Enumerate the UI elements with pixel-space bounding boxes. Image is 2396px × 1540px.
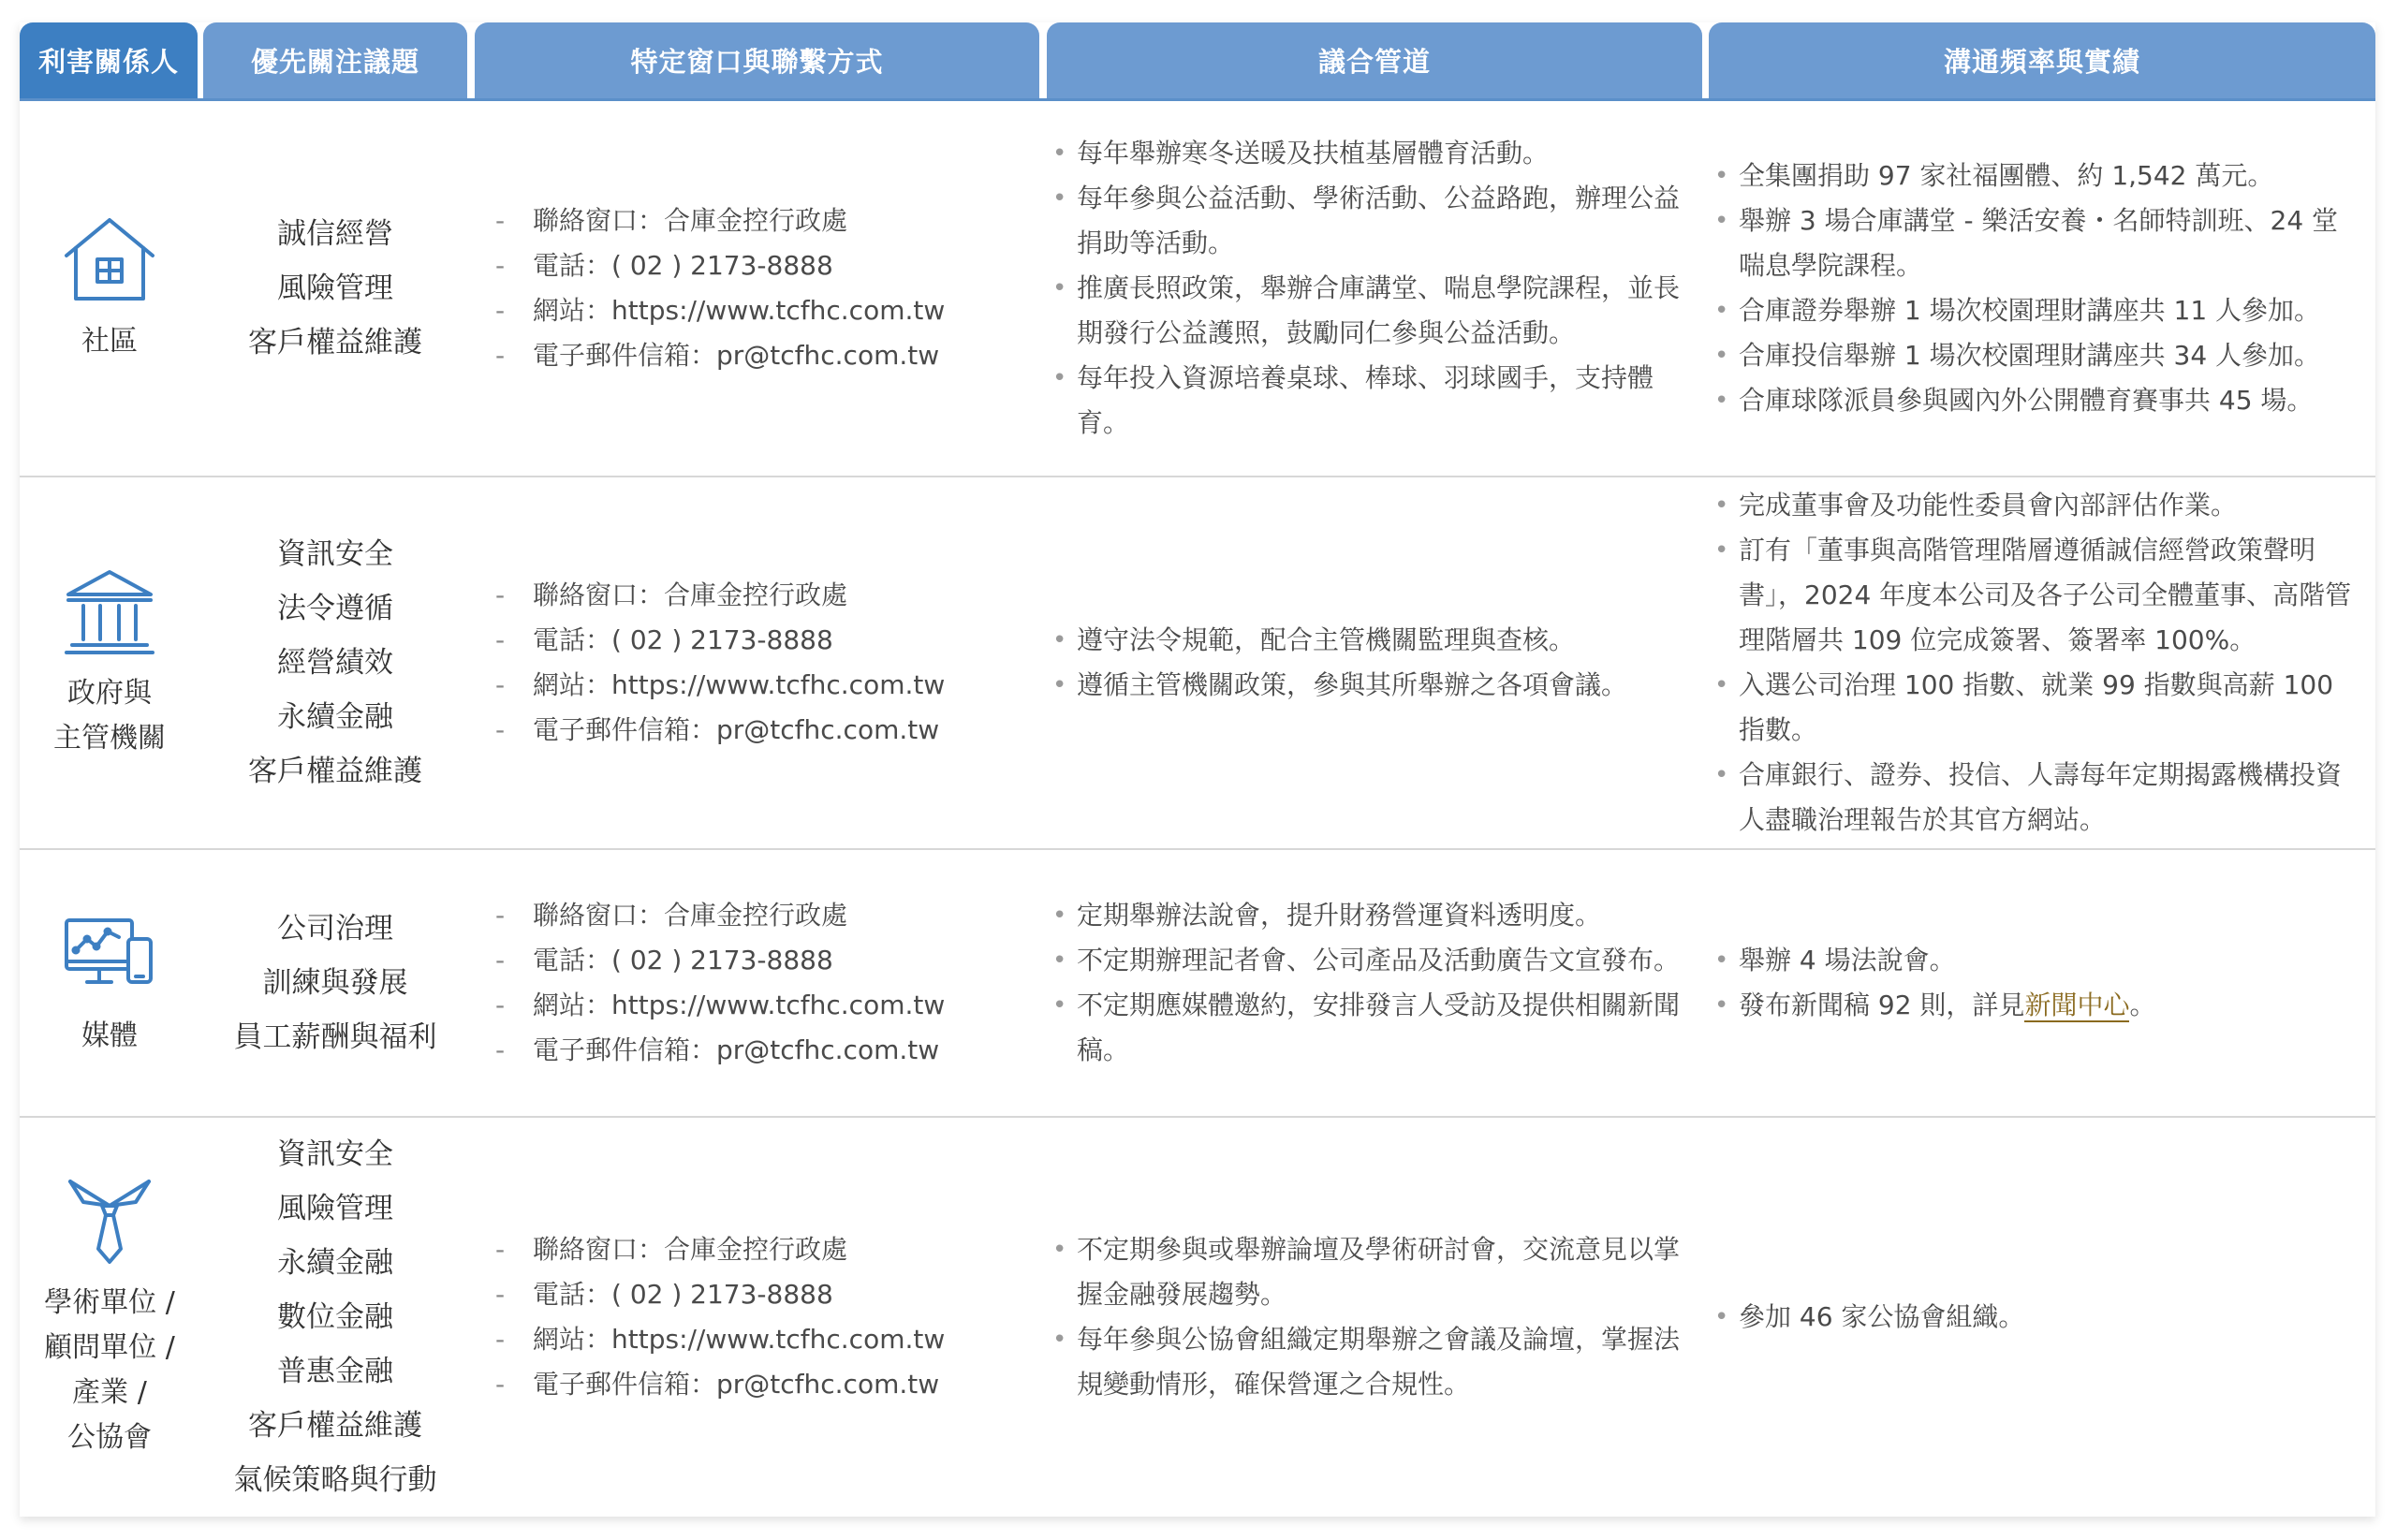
stakeholder-name: 政府與: [67, 677, 152, 710]
header-stakeholder: 利害關係人: [20, 22, 198, 98]
government-building-icon: [63, 565, 156, 658]
list-item: • 不定期應媒體邀約，安排發言人受訪及提供相關新聞稿。: [1052, 983, 1692, 1073]
topic-item: 經營績效: [277, 646, 393, 680]
stakeholder-name: 顧問單位 /: [44, 1331, 175, 1364]
channels-cell: [1043, 1118, 1705, 1517]
list-item: • 訂有「董事與高階管理階層遵循誠信經營政策聲明書」，2024 年度本公司及各子公司全體董事、高階管理階層共 109 位完成簽署、簽署率 100%。: [1714, 528, 2362, 663]
stakeholder-cell: [20, 101, 199, 476]
necktie-icon: [63, 1174, 156, 1268]
list-item: • 合庫球隊派員參與國內外公開體育賽事共 45 場。: [1714, 378, 2362, 423]
contact-cell: [471, 850, 1043, 1116]
list-item: • 合庫證券舉辦 1 場次校園理財講座共 11 人參加。: [1714, 288, 2362, 333]
contact-email: - 電子郵件信箱：pr@tcfhc.com.tw: [495, 708, 1043, 753]
channels-cell: [1043, 477, 1705, 848]
contact-cell: [471, 477, 1043, 848]
list-item: • 每年參與公益活動、學術活動、公益路跑，辦理公益捐助等活動。: [1052, 176, 1692, 266]
contact-window: - 聯絡窗口：合庫金控行政處: [495, 1227, 1043, 1272]
list-item: • 不定期辦理記者會、公司產品及活動廣告文宣發布。: [1052, 938, 1692, 983]
topic-item: 員工薪酬與福利: [233, 1020, 437, 1054]
frequency-cell: [1705, 850, 2375, 1116]
news-text-prefix: 發布新聞稿 92 則，詳見: [1739, 990, 2025, 1020]
topic-item: 普惠金融: [277, 1355, 393, 1388]
contact-email: - 電子郵件信箱：pr@tcfhc.com.tw: [495, 1362, 1043, 1407]
header-topics: 優先關注議題: [203, 22, 467, 98]
topic-item: 數位金融: [277, 1300, 393, 1334]
topic-item: 誠信經營: [277, 217, 393, 251]
list-item: • 每年參與公協會組織定期舉辦之會議及論壇，掌握法規變動情形，確保營運之合規性。: [1052, 1317, 1692, 1407]
stakeholder-cell: [20, 477, 199, 848]
contact-website: - 網站：https://www.tcfhc.com.tw: [495, 663, 1043, 708]
frequency-cell: [1705, 477, 2375, 848]
stakeholder-name: 主管機關: [53, 722, 166, 755]
stakeholder-name: 社區: [81, 325, 138, 358]
list-item: • 合庫投信舉辦 1 場次校園理財講座共 34 人參加。: [1714, 333, 2362, 378]
topic-item: 風險管理: [277, 1192, 393, 1225]
contact-phone: - 電話：( 02 ) 2173-8888: [495, 1272, 1043, 1317]
topics-cell: [199, 1118, 471, 1517]
list-item: • 推廣長照政策，舉辦合庫講堂、喘息學院課程，並長期發行公益護照，鼓勵同仁參與公益活動。: [1052, 266, 1692, 356]
list-item: • 定期舉辦法說會，提升財務營運資料透明度。: [1052, 893, 1692, 938]
topic-item: 客戶權益維護: [248, 1409, 422, 1443]
header-contact: 特定窗口與聯繫方式: [475, 22, 1039, 98]
list-item: • 全集團捐助 97 家社福團體、約 1,542 萬元。: [1714, 154, 2362, 198]
contact-phone: - 電話：( 02 ) 2173-8888: [495, 618, 1043, 663]
list-item: • 每年投入資源培養桌球、棒球、羽球國手，支持體育。: [1052, 356, 1692, 446]
frequency-cell: [1705, 101, 2375, 476]
stakeholder-cell: [20, 1118, 199, 1517]
list-item: • 舉辦 3 場合庫講堂 - 樂活安養・名師特訓班、24 堂喘息學院課程。: [1714, 198, 2362, 288]
news-center-link[interactable]: 新聞中心: [2024, 990, 2130, 1020]
table-row: [20, 1118, 2375, 1517]
topic-item: 客戶權益維護: [248, 326, 422, 359]
table-header: [20, 22, 2375, 98]
contact-phone: - 電話：( 02 ) 2173-8888: [495, 938, 1043, 983]
contact-website: - 網站：https://www.tcfhc.com.tw: [495, 983, 1043, 1028]
list-item: • 合庫銀行、證券、投信、人壽每年定期揭露機構投資人盡職治理報告於其官方網站。: [1714, 753, 2362, 843]
list-item: • 不定期參與或舉辦論壇及學術研討會，交流意見以掌握金融發展趨勢。: [1052, 1227, 1692, 1317]
contact-cell: [471, 101, 1043, 476]
header-channels: 議合管道: [1047, 22, 1702, 98]
contact-phone: - 電話：( 02 ) 2173-8888: [495, 243, 1043, 288]
news-text-suffix: 。: [2129, 990, 2156, 1020]
contact-website: - 網站：https://www.tcfhc.com.tw: [495, 288, 1043, 333]
list-item: [1714, 983, 2362, 1028]
topics-cell: [199, 477, 471, 848]
contact-cell: [471, 1118, 1043, 1517]
topic-item: 風險管理: [277, 271, 393, 305]
media-devices-icon: [63, 907, 156, 1001]
list-item: • 入選公司治理 100 指數、就業 99 指數與高薪 100 指數。: [1714, 663, 2362, 753]
header-frequency: 溝通頻率與實績: [1709, 22, 2375, 98]
stakeholder-table: [20, 22, 2375, 1517]
list-item: • 舉辦 4 場法說會。: [1714, 938, 2362, 983]
list-item: • 遵守法令規範，配合主管機關監理與查核。: [1052, 618, 1692, 663]
topic-item: 資訊安全: [277, 1137, 393, 1171]
topic-item: 資訊安全: [277, 537, 393, 571]
topic-item: 客戶權益維護: [248, 755, 422, 788]
contact-window: - 聯絡窗口：合庫金控行政處: [495, 893, 1043, 938]
channels-cell: [1043, 850, 1705, 1116]
contact-window: - 聯絡窗口：合庫金控行政處: [495, 198, 1043, 243]
frequency-cell: [1705, 1118, 2375, 1517]
table-row: [20, 477, 2375, 850]
stakeholder-name: 產業 /: [72, 1376, 147, 1409]
channels-cell: [1043, 101, 1705, 476]
list-item: • 參加 46 家公協會組織。: [1714, 1295, 2362, 1340]
list-item: • 完成董事會及功能性委員會內部評估作業。: [1714, 483, 2362, 528]
list-item: • 遵循主管機關政策，參與其所舉辦之各項會議。: [1052, 663, 1692, 708]
topic-item: 訓練與發展: [262, 966, 408, 1000]
topic-item: 永續金融: [277, 700, 393, 734]
topic-item: 法令遵循: [277, 592, 393, 625]
contact-email: - 電子郵件信箱：pr@tcfhc.com.tw: [495, 1028, 1043, 1073]
stakeholder-name: 學術單位 /: [44, 1286, 175, 1319]
topic-item: 公司治理: [277, 912, 393, 946]
contact-window: - 聯絡窗口：合庫金控行政處: [495, 573, 1043, 618]
stakeholder-cell: [20, 850, 199, 1116]
stakeholder-name: 公協會: [67, 1421, 152, 1454]
contact-email: - 電子郵件信箱：pr@tcfhc.com.tw: [495, 333, 1043, 378]
topic-item: 永續金融: [277, 1246, 393, 1280]
list-item: • 每年舉辦寒冬送暖及扶植基層體育活動。: [1052, 131, 1692, 176]
topics-cell: [199, 101, 471, 476]
table-row: [20, 101, 2375, 477]
topic-item: 氣候策略與行動: [233, 1463, 437, 1497]
stakeholder-name: 媒體: [81, 1019, 138, 1052]
house-icon: [63, 213, 156, 306]
contact-website: - 網站：https://www.tcfhc.com.tw: [495, 1317, 1043, 1362]
topics-cell: [199, 850, 471, 1116]
table-row: [20, 850, 2375, 1118]
